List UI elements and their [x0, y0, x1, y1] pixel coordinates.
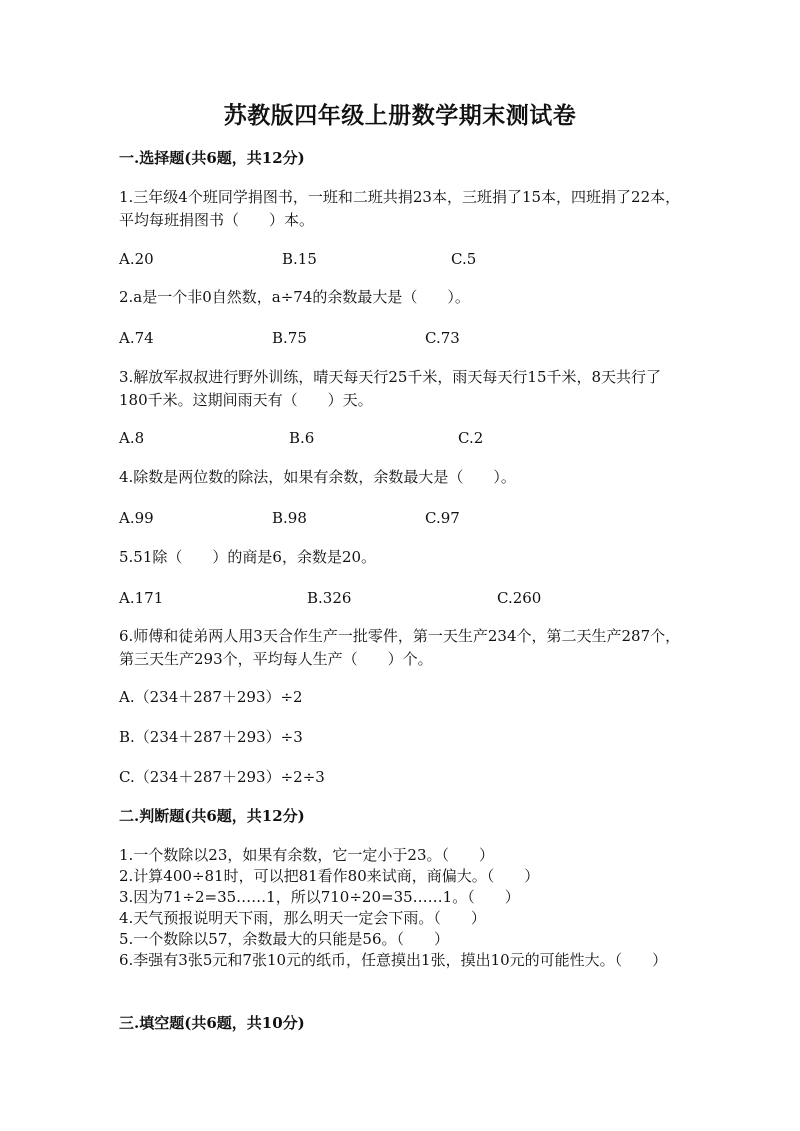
judge-item-2: 2.计算400÷81时，可以把81看作80来试商，商偏大。（ ） [119, 867, 540, 885]
question-6: 6.师傅和徒弟两人用3天合作生产一批零件，第一天生产234个，第二天生产287个，第三天生产293个，平均每人生产（ ）个。 [119, 627, 681, 668]
judge-item-5: 5.一个数除以57，余数最大的只能是56。（ ） [119, 930, 449, 948]
q5-option-c: C.260 [497, 589, 542, 607]
question-3: 3.解放军叔叔进行野外训练，晴天每天行25千米，雨天每天行15千米，8天共行了180千米。这期间雨天有（ ）天。 [119, 368, 662, 409]
judge-item-1: 1.一个数除以23，如果有余数，它一定小于23。（ ） [119, 846, 494, 864]
section-heading-fill: 三.填空题(共6题，共10分) [119, 1014, 305, 1032]
q6-option-c: C.（234＋287＋293）÷2÷3 [119, 768, 325, 786]
judge-item-6: 6.李强有3张5元和7张10元的纸币，任意摸出1张，摸出10元的可能性大。（ ） [119, 951, 668, 969]
q5-option-a: A.171 [119, 589, 164, 607]
q3-option-b: B.6 [289, 429, 315, 447]
q2-option-a: A.74 [119, 329, 154, 347]
section-heading-choice: 一.选择题(共6题，共12分) [119, 149, 305, 167]
page-title: 苏教版四年级上册数学期末测试卷 [223, 102, 577, 129]
q1-option-c: C.5 [451, 250, 477, 268]
q1-option-b: B.15 [282, 250, 317, 268]
judge-item-4: 4.天气预报说明天下雨，那么明天一定会下雨。（ ） [119, 909, 486, 927]
q3-option-a: A.8 [119, 429, 145, 447]
question-5: 5.51除（ ）的商是6，余数是20。 [119, 548, 377, 566]
q1-option-a: A.20 [119, 250, 154, 268]
q4-option-a: A.99 [119, 509, 154, 527]
q3-option-c: C.2 [458, 429, 484, 447]
q5-option-b: B.326 [307, 589, 352, 607]
q4-option-b: B.98 [272, 509, 307, 527]
question-1: 1.三年级4个班同学捐图书，一班和二班共捐23本，三班捐了15本，四班捐了22本，平均每班捐图书（ ）本。 [119, 188, 681, 229]
question-2: 2.a是一个非0自然数，a÷74的余数最大是（ ）。 [119, 288, 470, 306]
q6-option-a: A.（234＋287＋293）÷2 [119, 688, 303, 706]
q6-option-b: B.（234＋287＋293）÷3 [119, 728, 303, 746]
judge-item-3: 3.因为71÷2=35……1，所以710÷20=35……1。（ ） [119, 888, 520, 906]
q2-option-c: C.73 [425, 329, 460, 347]
q2-option-b: B.75 [272, 329, 307, 347]
q4-option-c: C.97 [425, 509, 460, 527]
section-heading-judge: 二.判断题(共6题，共12分) [119, 807, 305, 825]
question-4: 4.除数是两位数的除法，如果有余数，余数最大是（ ）。 [119, 468, 516, 486]
